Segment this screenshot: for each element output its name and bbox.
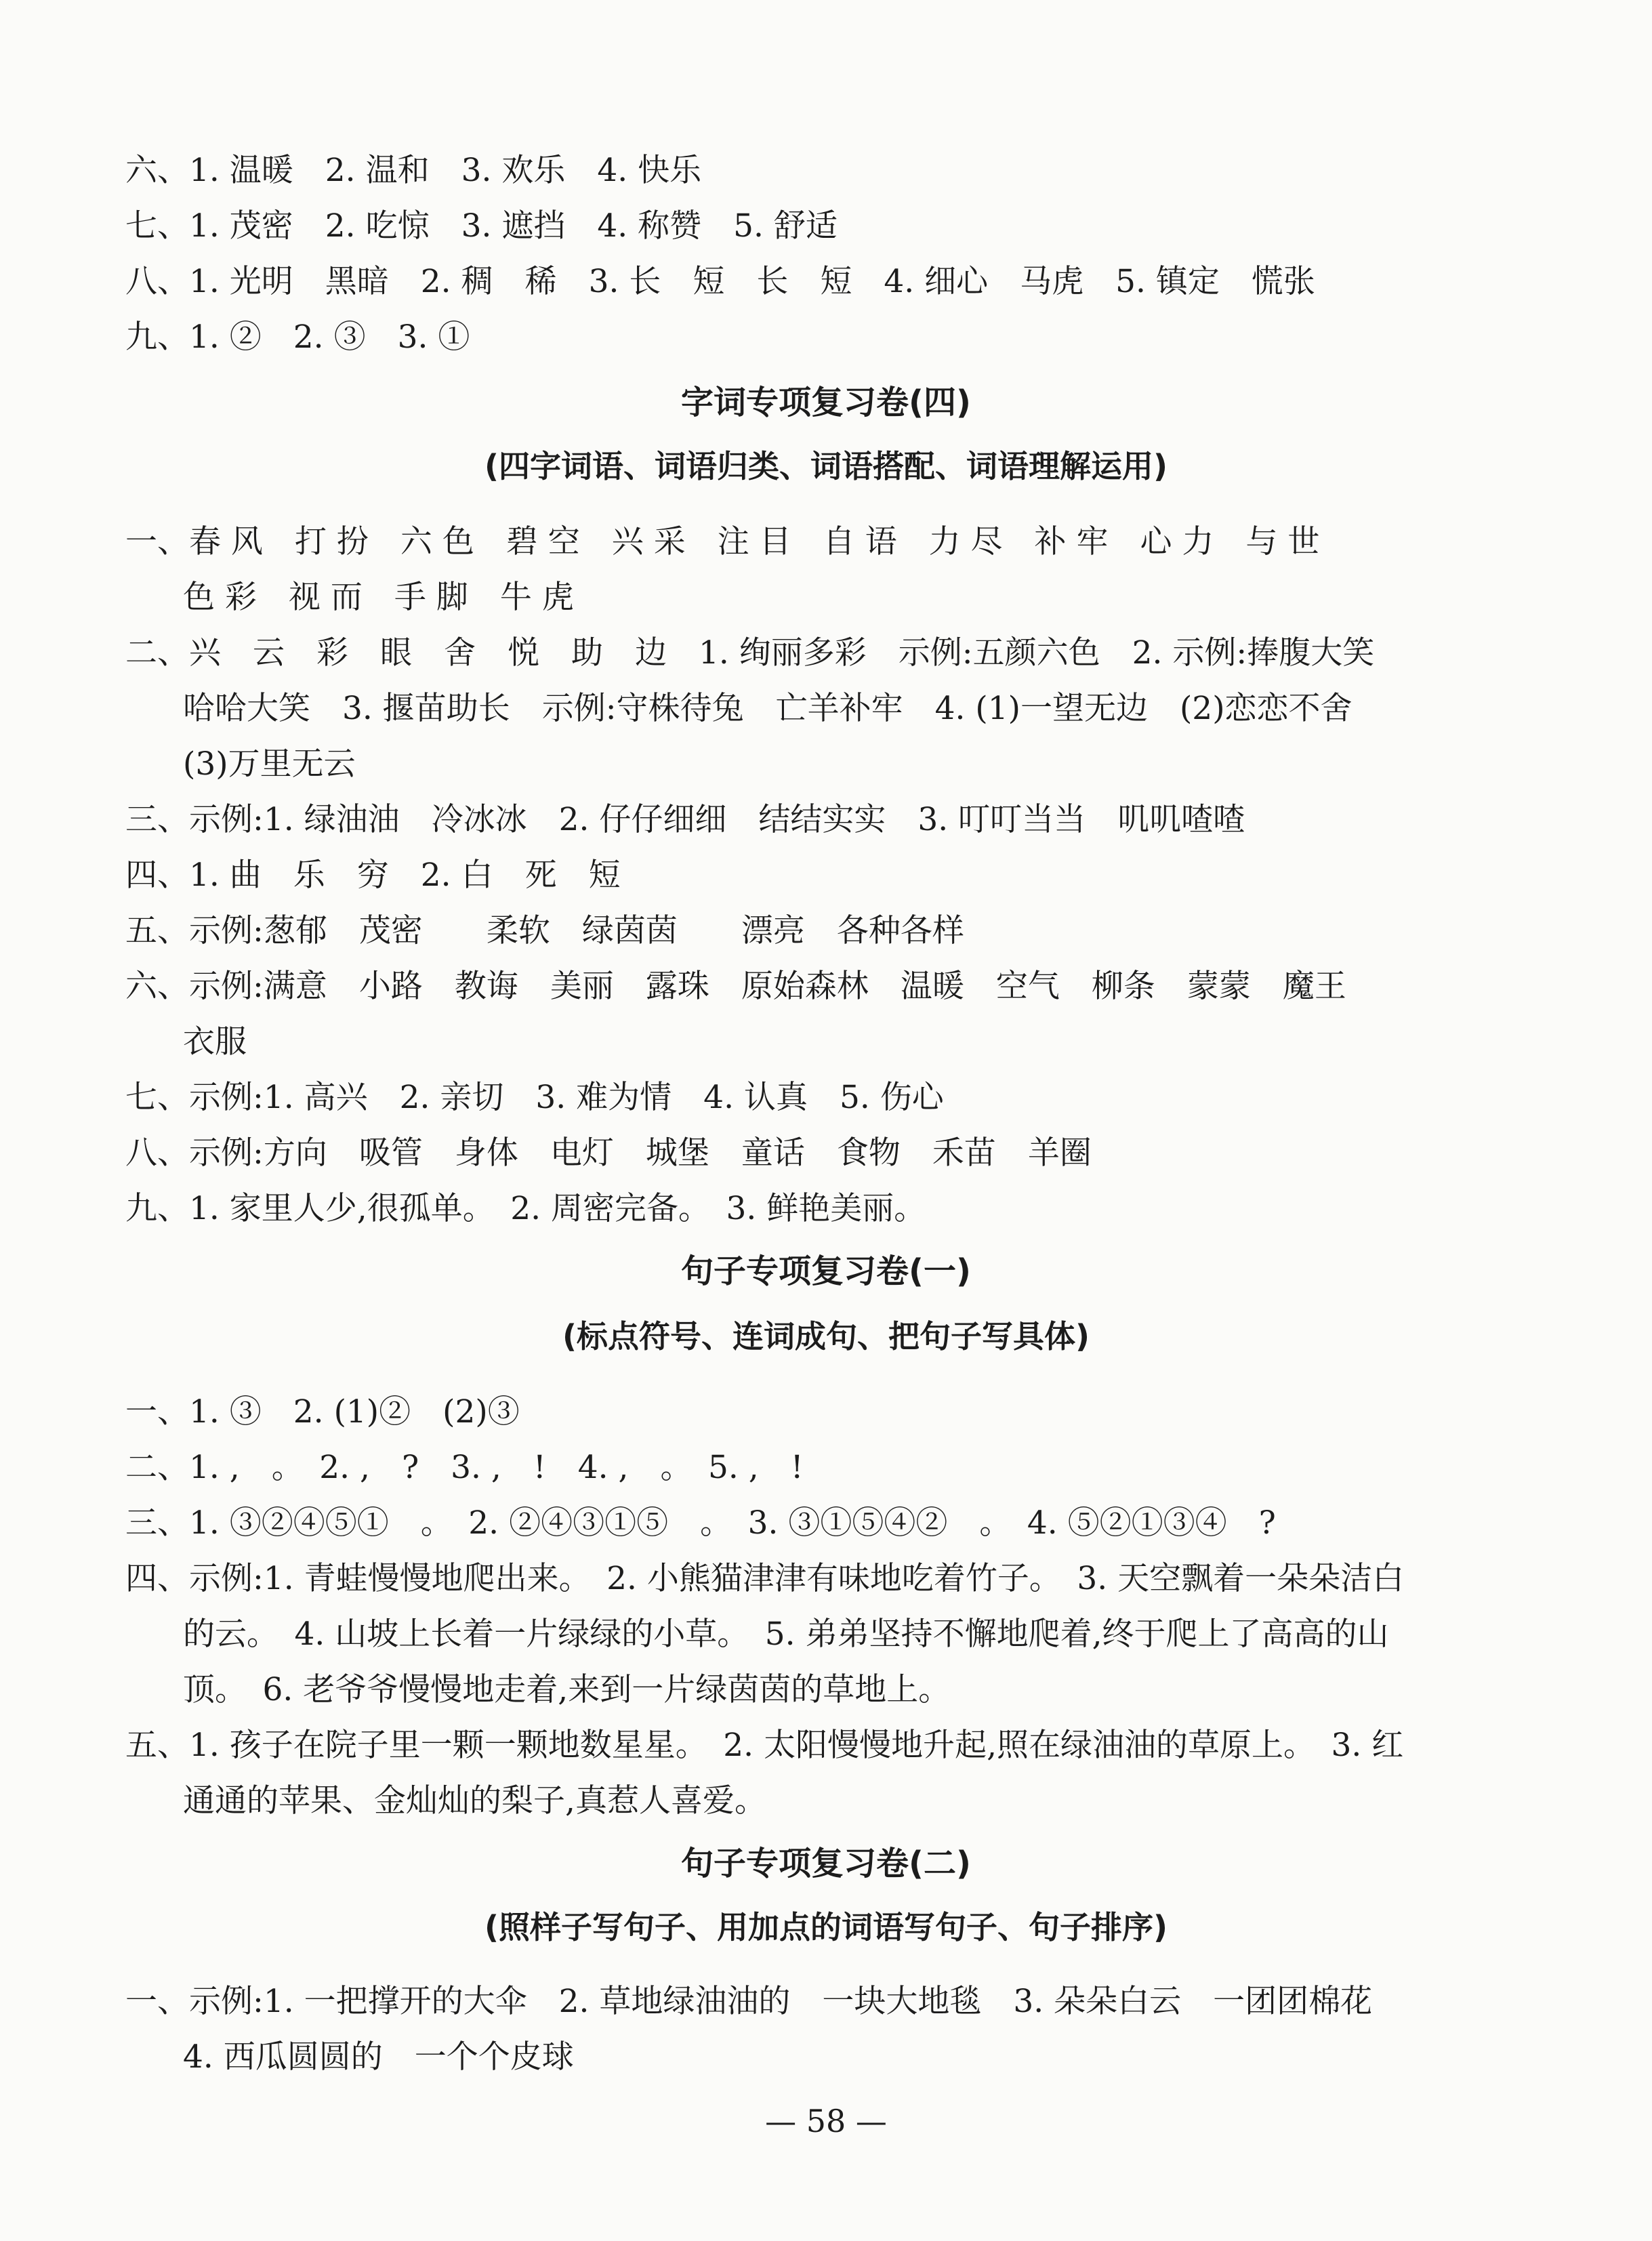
answer-line: 八、示例:方向 吸管 身体 电灯 城堡 童话 食物 禾苗 羊圈 [125, 1134, 1092, 1172]
answer-line: 四、1. 曲 乐 穷 2. 白 死 短 [125, 857, 621, 894]
section-subtitle: (四字词语、词语归类、词语搭配、词语理解运用) [484, 448, 1168, 485]
answer-line: 六、1. 温暖 2. 温和 3. 欢乐 4. 快乐 [125, 152, 702, 189]
section-title: 句子专项复习卷(二) [681, 1845, 971, 1883]
answer-line: 的云。 4. 山坡上长着一片绿绿的小草。 5. 弟弟坚持不懈地爬着,终于爬上了高高的山 [183, 1616, 1389, 1653]
answer-line: 一、示例:1. 一把撑开的大伞 2. 草地绿油油的 一块大地毯 3. 朵朵白云 一团团棉花 [125, 1983, 1373, 2020]
answer-line: 五、示例:葱郁 茂密 柔软 绿茵茵 漂亮 各种各样 [125, 912, 964, 949]
answer-line: 一、春 风 打 扮 六 色 碧 空 兴 采 注 目 自 语 力 尽 补 牢 心 力 与 世 [125, 523, 1320, 560]
answer-line: 七、示例:1. 高兴 2. 亲切 3. 难为情 4. 认真 5. 伤心 [125, 1079, 944, 1116]
answer-line: 六、示例:满意 小路 教诲 美丽 露珠 原始森林 温暖 空气 柳条 蒙蒙 魔王 [125, 968, 1346, 1005]
answer-line: 三、示例:1. 绿油油 冷冰冰 2. 仔仔细细 结结实实 3. 叮叮当当 叽叽喳喳 [125, 801, 1245, 838]
answer-line: 四、示例:1. 青蛙慢慢地爬出来。 2. 小熊猫津津有味地吃着竹子。 3. 天空飘着一朵朵洁白 [125, 1560, 1405, 1597]
answer-line: 衣服 [183, 1023, 247, 1061]
answer-line: 一、1. ③ 2. (1)② (2)③ [125, 1393, 520, 1431]
answer-line: 色 彩 视 而 手 脚 牛 虎 [183, 579, 574, 616]
answer-line: 4. 西瓜圆圆的 一个个皮球 [183, 2038, 574, 2076]
section-subtitle: (标点符号、连词成句、把句子写具体) [562, 1318, 1090, 1355]
answer-line: 哈哈大笑 3. 揠苗助长 示例:守株待兔 亡羊补牢 4. (1)一望无边 (2)恋恋不舍 [183, 690, 1352, 727]
answer-line: 三、1. ③②④⑤① 。 2. ②④③①⑤ 。 3. ③①⑤④② 。 4. ⑤②①③④ ? [125, 1504, 1276, 1542]
answer-line: 五、1. 孩子在院子里一颗一颗地数星星。 2. 太阳慢慢地升起,照在绿油油的草原上。 3. 红 [125, 1727, 1404, 1764]
section-subtitle: (照样子写句子、用加点的词语写句子、句子排序) [484, 1909, 1168, 1946]
answer-line: 七、1. 茂密 2. 吃惊 3. 遮挡 4. 称赞 5. 舒适 [125, 207, 838, 245]
section-title: 句子专项复习卷(一) [681, 1252, 971, 1290]
answer-line: 二、1. , 。 2. , ? 3. , ! 4. , 。 5. , ! [125, 1449, 804, 1486]
answer-line: 通通的苹果、金灿灿的梨子,真惹人喜爱。 [183, 1782, 766, 1819]
answer-line: 九、1. ② 2. ③ 3. ① [125, 318, 470, 356]
page-number: — 58 — [765, 2103, 887, 2139]
answer-line: (3)万里无云 [183, 745, 356, 783]
answer-line: 八、1. 光明 黑暗 2. 稠 稀 3. 长 短 长 短 4. 细心 马虎 5. 镇定 慌张 [125, 263, 1315, 300]
section-title: 字词专项复习卷(四) [681, 384, 971, 422]
answer-line: 九、1. 家里人少,很孤单。 2. 周密完备。 3. 鲜艳美丽。 [125, 1190, 926, 1227]
answer-line: 二、兴 云 彩 眼 舍 悦 助 边 1. 绚丽多彩 示例:五颜六色 2. 示例:捧腹大笑 [125, 634, 1375, 672]
answer-line: 顶。 6. 老爷爷慢慢地走着,来到一片绿茵茵的草地上。 [183, 1671, 951, 1708]
